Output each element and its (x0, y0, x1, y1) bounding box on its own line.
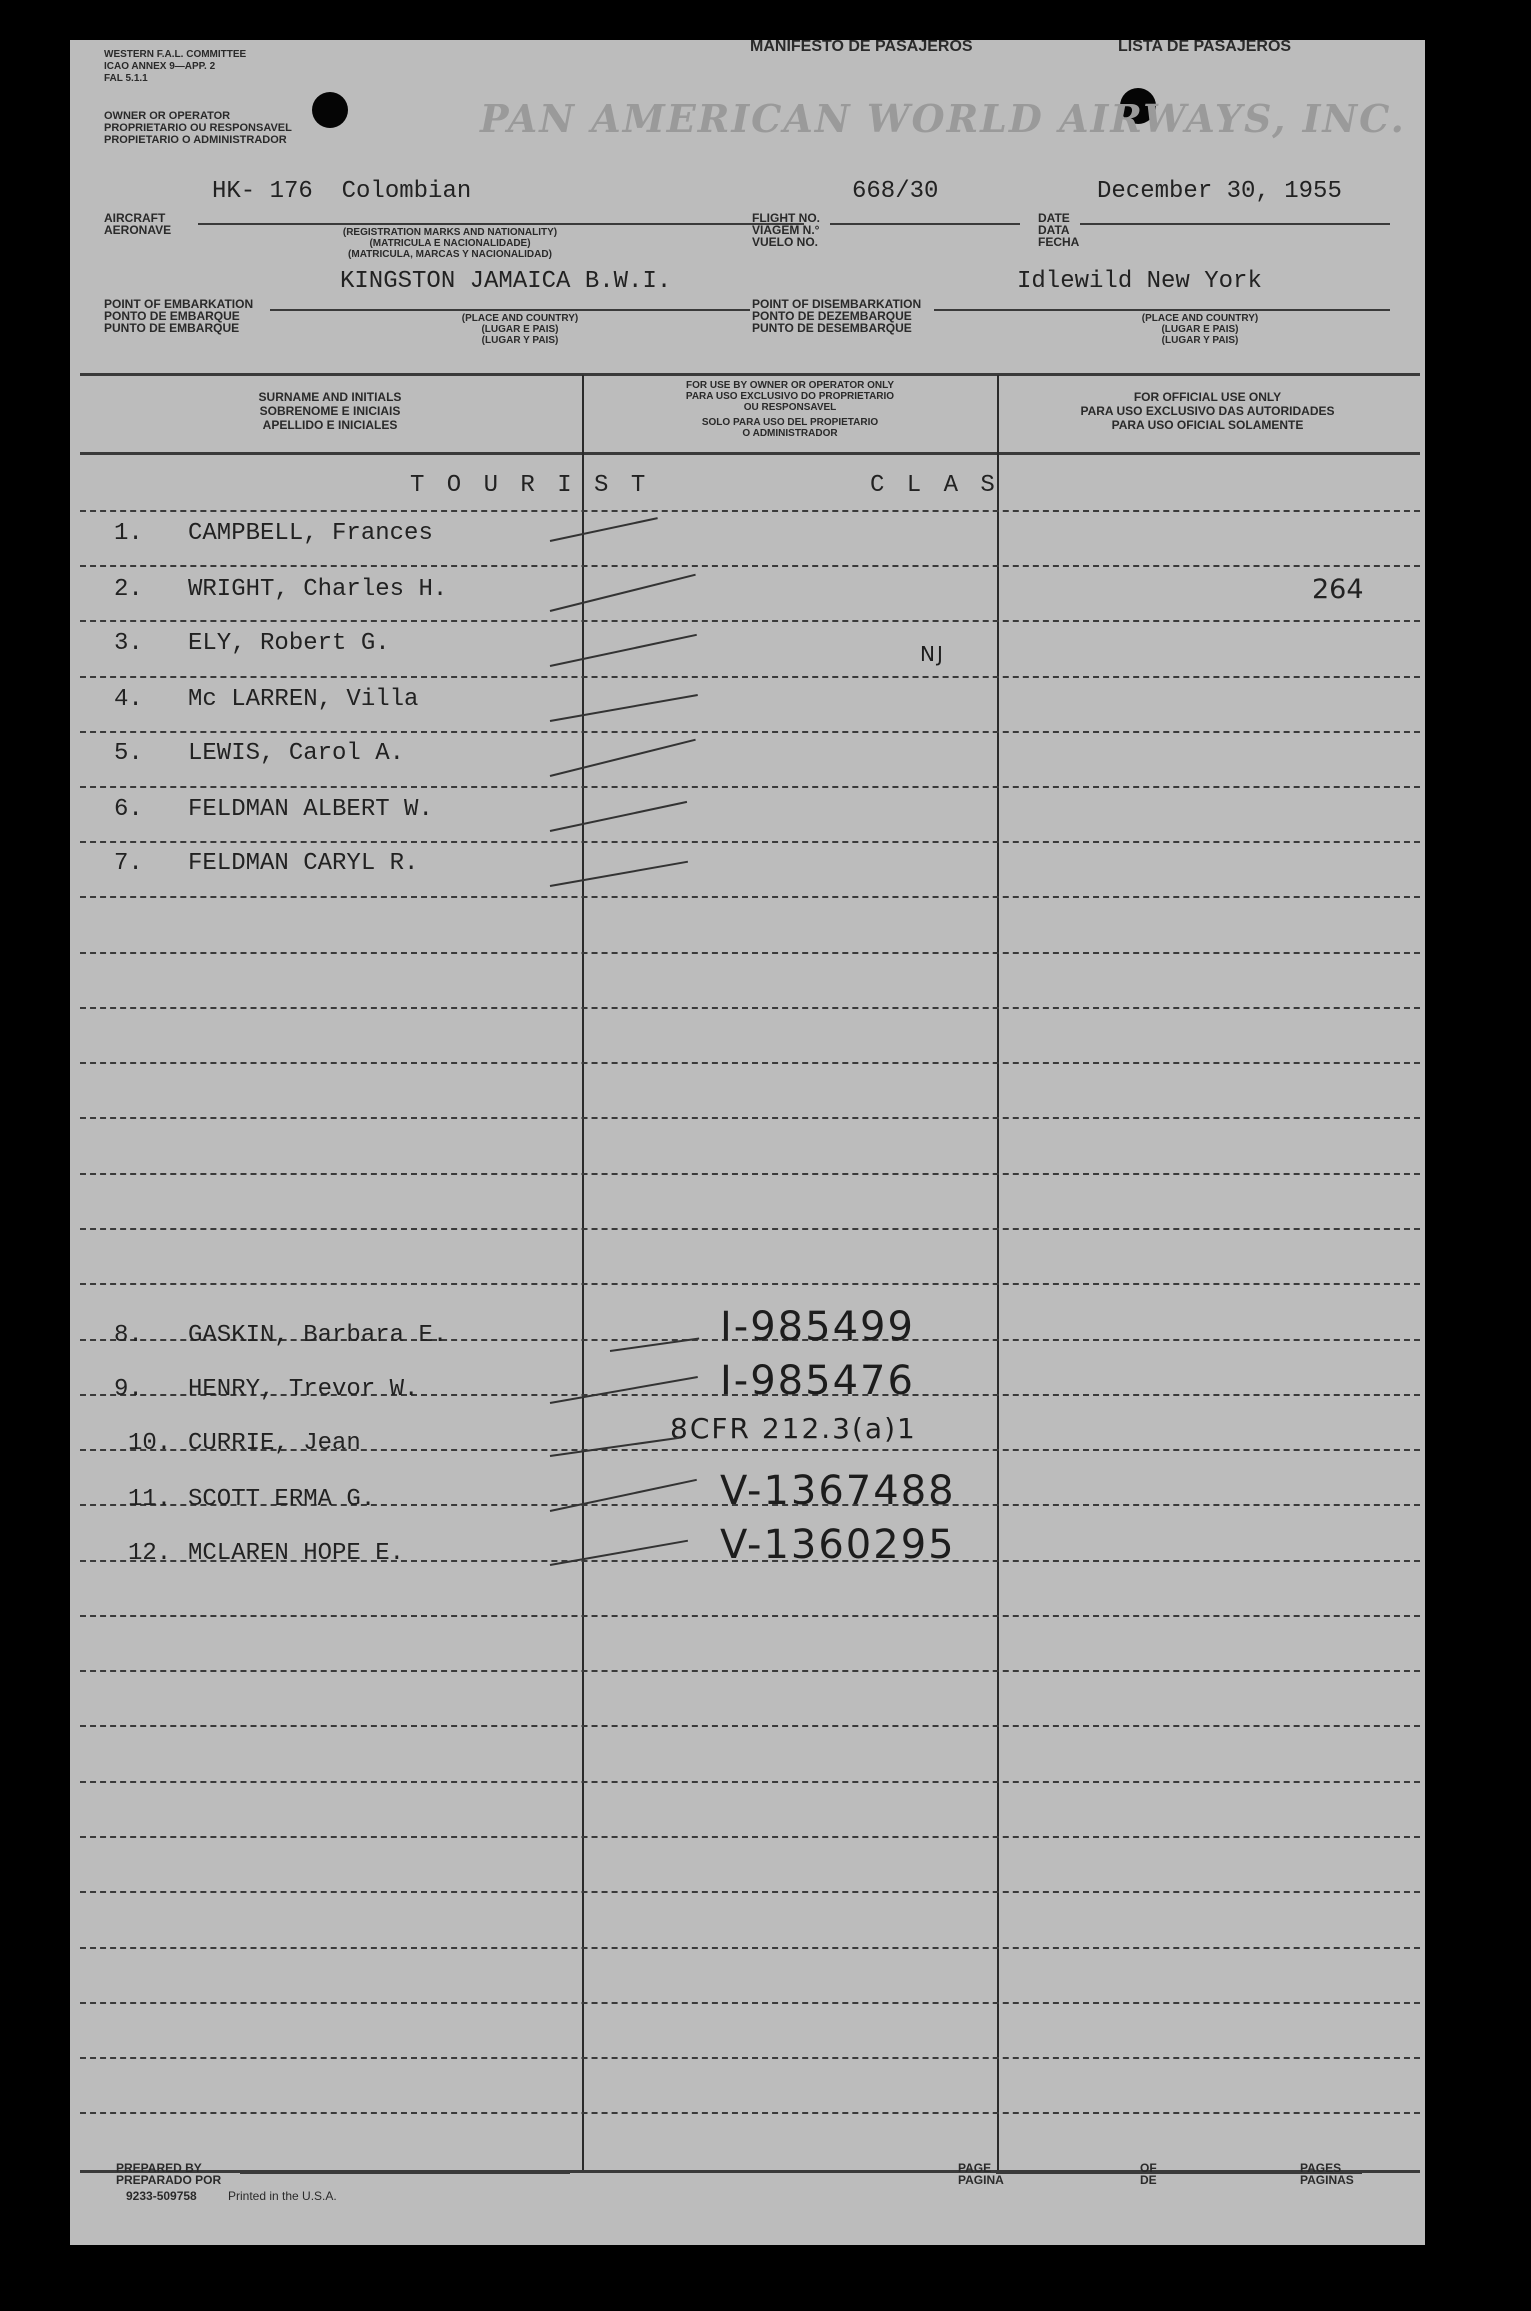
check-mark (550, 739, 696, 777)
form-code-3: FAL 5.1.1 (104, 73, 148, 84)
date-label-pt: DATA (1038, 223, 1070, 237)
pages-label: PAGES (1300, 2161, 1342, 2175)
ruled-line (80, 731, 1420, 733)
ruled-line (80, 1062, 1420, 1064)
ruled-line (80, 2002, 1420, 2004)
passenger-name: MCLAREN HOPE E. (188, 1540, 405, 1567)
date-label-en: DATE (1038, 211, 1070, 225)
check-mark (550, 861, 688, 887)
ruled-line (80, 896, 1420, 898)
passenger-name: WRIGHT, Charles H. (188, 576, 448, 603)
date-underline (1080, 223, 1390, 225)
owner-label-2: PROPRIETARIO OU RESPONSAVEL (104, 122, 292, 134)
flight-underline (830, 223, 1020, 225)
owner-header-2: PARA USO EXCLUSIVO DO PROPRIETARIO (685, 391, 895, 402)
manifest-title-pt: MANIFESTO DE PASAJEROS (750, 38, 973, 55)
ruled-line (80, 1283, 1420, 1285)
owner-header-1: FOR USE BY OWNER OR OPERATOR ONLY (686, 380, 894, 391)
disembarkation-value: Idlewild New York (1017, 268, 1262, 295)
printed-in: Printed in the U.S.A. (228, 2189, 337, 2203)
passenger-name: ELY, Robert G. (188, 630, 390, 657)
column-divider-1 (582, 375, 584, 2170)
aircraft-value: HK- 176 Colombian (212, 178, 472, 205)
embark-label-en: POINT OF EMBARKATION (104, 297, 254, 311)
disembark-underline (934, 309, 1390, 311)
passenger-name: CURRIE, Jean (188, 1430, 361, 1457)
flight-label-es: VUELO NO. (752, 235, 819, 249)
disembark-sub-1: (PLACE AND COUNTRY) (1141, 313, 1259, 324)
ruled-line (80, 2112, 1420, 2114)
aircraft-label-en: AIRCRAFT (104, 211, 166, 225)
ruled-line (80, 1781, 1420, 1783)
passenger-number: 1. (114, 520, 143, 547)
official-header-1: FOR OFFICIAL USE ONLY (1133, 390, 1282, 404)
disembark-label-pt: PONTO DE DEZEMBARQUE (752, 309, 912, 323)
embark-underline (270, 309, 750, 311)
passenger-number: 12. (128, 1540, 172, 1567)
passenger-number: 7. (114, 850, 143, 877)
official-header-3: PARA USO OFICIAL SOLAMENTE (1111, 418, 1304, 432)
flight-value: 668/30 (852, 178, 939, 205)
manifest-title-es: LISTA DE PASAJEROS (1118, 38, 1292, 55)
passenger-name: GASKIN, Barbara E. (188, 1322, 448, 1349)
check-mark (550, 1437, 679, 1457)
check-mark (550, 1479, 697, 1512)
aircraft-sub-1: (REGISTRATION MARKS AND NATIONALITY) (342, 227, 558, 238)
check-mark (550, 694, 698, 722)
form-code-2: ICAO ANNEX 9—APP. 2 (104, 61, 216, 72)
ruled-line (80, 620, 1420, 622)
embark-label-pt: PONTO DE EMBARQUE (104, 309, 240, 323)
class-heading-class: C L A S (870, 472, 999, 499)
of-label: OF (1140, 2161, 1157, 2175)
aircraft-underline (198, 223, 804, 225)
ruled-line (80, 841, 1420, 843)
ruled-line (80, 1615, 1420, 1617)
passenger-number: 10. (128, 1430, 172, 1457)
passenger-visa-note: V-1360295 (720, 1522, 956, 1568)
flight-label-en: FLIGHT NO. (752, 211, 820, 225)
ruled-line (80, 1117, 1420, 1119)
ruled-line (80, 1173, 1420, 1175)
passenger-name: SCOTT ERMA G. (188, 1486, 376, 1513)
passenger-number: 6. (114, 796, 143, 823)
passenger-visa-note: I-985476 (720, 1358, 915, 1404)
passenger-visa-note: 8CFR 212.3(a)1 (670, 1412, 917, 1445)
surname-header-3: APELLIDO E INICIALES (262, 418, 398, 432)
nj-note: NJ (920, 642, 945, 666)
surname-header-2: SOBRENOME E INICIAIS (259, 404, 401, 418)
aircraft-sub-3: (MATRICULA, MARCAS Y NACIONALIDAD) (348, 249, 552, 260)
form-code-1: WESTERN F.A.L. COMMITTEE (104, 49, 247, 60)
ruled-line (80, 1670, 1420, 1672)
check-mark (550, 634, 697, 667)
disembark-sub-3: (LUGAR Y PAIS) (1161, 335, 1239, 346)
embark-sub-1: (PLACE AND COUNTRY) (461, 313, 579, 324)
ruled-line (80, 1836, 1420, 1838)
passenger-name: FELDMAN CARYL R. (188, 850, 419, 877)
table-header-border (80, 452, 1420, 455)
check-mark (550, 1540, 688, 1566)
embark-sub-3: (LUGAR Y PAIS) (481, 335, 559, 346)
ruled-line (80, 2057, 1420, 2059)
embark-label-es: PUNTO DE EMBARQUE (104, 321, 240, 335)
manifest-sheet (70, 40, 1425, 2245)
ruled-line (80, 952, 1420, 954)
page-label: PAGE (958, 2161, 992, 2175)
passenger-name: Mc LARREN, Villa (188, 686, 419, 713)
disembark-label-es: PUNTO DE DESEMBARQUE (752, 321, 912, 335)
ruled-line (80, 1228, 1420, 1230)
column-divider-2 (997, 375, 999, 2170)
passenger-name: HENRY, Trevor W. (188, 1376, 419, 1403)
prepared-por-label: PREPARADO POR (116, 2173, 222, 2187)
passenger-number: 3. (114, 630, 143, 657)
ruled-line (80, 676, 1420, 678)
owner-label-3: PROPIETARIO O ADMINISTRADOR (104, 134, 287, 146)
owner-header-5: O ADMINISTRADOR (742, 428, 838, 439)
form-number: 9233-509758 (126, 2189, 197, 2203)
paginas-label: PAGINAS (1300, 2173, 1354, 2187)
disembark-sub-2: (LUGAR E PAIS) (1161, 324, 1239, 335)
surname-header-1: SURNAME AND INITIALS (258, 390, 402, 404)
de-label: DE (1140, 2173, 1157, 2187)
passenger-name: LEWIS, Carol A. (188, 740, 405, 767)
owner-label-1: OWNER OR OPERATOR (104, 110, 231, 122)
official-note-264: 264 (1312, 574, 1364, 605)
embark-sub-2: (LUGAR E PAIS) (481, 324, 559, 335)
owner-header-3: OU RESPONSAVEL (743, 402, 837, 413)
aircraft-sub-2: (MATRICULA E NACIONALIDADE) (369, 238, 531, 249)
punch-hole-left (312, 92, 348, 128)
ruled-line (80, 510, 1420, 512)
passenger-number: 8. (114, 1322, 143, 1349)
prepared-by-label: PREPARED BY (116, 2161, 202, 2175)
airline-name: PAN AMERICAN WORLD AIRWAYS, INC. (480, 96, 1406, 141)
passenger-name: FELDMAN ALBERT W. (188, 796, 433, 823)
passenger-number: 5. (114, 740, 143, 767)
ruled-line (80, 1947, 1420, 1949)
ruled-line (80, 786, 1420, 788)
flight-label-pt: VIAGEM N.° (752, 223, 820, 237)
check-mark (550, 574, 696, 612)
official-header-2: PARA USO EXCLUSIVO DAS AUTORIDADES (1080, 404, 1335, 418)
passenger-visa-note: I-985499 (720, 1304, 915, 1350)
passenger-number: 2. (114, 576, 143, 603)
disembark-label-en: POINT OF DISEMBARKATION (752, 297, 922, 311)
ruled-line (80, 1007, 1420, 1009)
owner-header-4: SOLO PARA USO DEL PROPIETARIO (701, 417, 879, 428)
ruled-line (80, 565, 1420, 567)
aircraft-label-pt: AERONAVE (104, 223, 172, 237)
prepared-underline (240, 2173, 570, 2174)
check-mark (550, 517, 658, 542)
check-mark (550, 1376, 698, 1404)
table-top-border (80, 373, 1420, 376)
passenger-number: 4. (114, 686, 143, 713)
passenger-name: CAMPBELL, Frances (188, 520, 433, 547)
passenger-visa-note: V-1367488 (720, 1468, 956, 1514)
ruled-line (80, 1891, 1420, 1893)
date-value: December 30, 1955 (1097, 178, 1342, 205)
check-mark (550, 801, 687, 832)
pagina-label: PAGINA (958, 2173, 1004, 2187)
passenger-number: 9. (114, 1376, 143, 1403)
passenger-number: 11. (128, 1486, 172, 1513)
date-label-es: FECHA (1038, 235, 1080, 249)
ruled-line (80, 1725, 1420, 1727)
embarkation-value: KINGSTON JAMAICA B.W.I. (340, 268, 672, 295)
class-heading-tourist: T O U R I S T (410, 472, 650, 499)
